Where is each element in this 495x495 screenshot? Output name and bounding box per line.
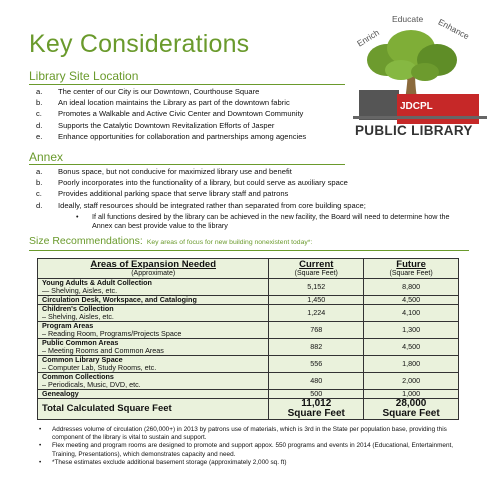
list-item: a. Bonus space, but not conducive for maximized library use and benefit	[36, 167, 292, 176]
annex-note	[76, 212, 462, 231]
size-subheading: Key areas of focus for new building nonexistent today*:	[146, 239, 313, 246]
header-future: Future (Square Feet)	[364, 259, 459, 279]
annex-heading: Annex	[29, 150, 64, 164]
annex-list	[36, 166, 366, 211]
footnote-item: • *These estimates exclude additional basement storage (approximately 2,000 sq. ft)	[52, 459, 477, 467]
list-item: a. The center of our City is our Downtown, Courthouse Square	[36, 87, 260, 96]
size-rule	[29, 250, 469, 251]
size-heading	[29, 235, 312, 247]
total-future: 28,000 Square Feet	[364, 399, 459, 420]
list-item: c. Provides additional parking space that serve library staff and patrons	[36, 189, 289, 199]
list-item: e. Enhance opportunities for collaboration and partnerships among agencies	[36, 131, 307, 141]
table-row: Common Library Space – Computer Lab, Study Rooms, etc. 556 1,800	[38, 356, 459, 373]
logo-word-enhance: Enhance	[436, 16, 471, 42]
table-row: Young Adults & Adult Collection — Shelving, Aisles, etc. 5,152 8,800	[38, 279, 459, 296]
footnotes	[52, 426, 477, 467]
table-row: Circulation Desk, Workspace, and Cataloging 1,450 4,500	[38, 296, 459, 305]
logo-word-educate: Educate	[392, 14, 424, 24]
footnote-item: • Flex meeting and program rooms are designed to promote and support appox. 550 programs and events in 2014 (Educational, Entertainment, Training, Presentations), which demonstrates capacity and need.	[52, 442, 477, 458]
list-item: c. Promotes a Walkable and Active Civic Center and Downtown Community	[36, 109, 304, 119]
table-row: Public Common Areas – Meeting Rooms and Common Areas 882 4,500	[38, 339, 459, 356]
total-current: 11,012 Square Feet	[269, 399, 364, 420]
list-item: b. An ideal location maintains the Library as part of the downtown fabric	[36, 98, 290, 108]
list-item: b. Poorly incorporates into the functionality of a library, but could serve as auxiliary space	[36, 178, 348, 188]
table-total-row	[38, 399, 459, 420]
library-site-rule	[29, 84, 345, 85]
header-areas: Areas of Expansion Needed (Approximate)	[38, 259, 269, 279]
table-row: Genealogy 500 1,000	[38, 390, 459, 399]
library-site-list	[36, 86, 306, 142]
logo-public-library: PUBLIC LIBRARY	[355, 123, 473, 138]
annex-note-text: If all functions desired by the library can be achieved in the new facility, the Board will need to determine how the Annex can best provide value to the library	[92, 212, 450, 231]
logo-word-enrich: Enrich	[355, 27, 381, 49]
table-row: Children's Collection – Shelving, Aisles, etc. 1,224 4,100	[38, 305, 459, 322]
annex-rule	[29, 164, 345, 165]
table-header-row	[38, 259, 459, 279]
expansion-table	[37, 258, 459, 420]
list-item: d. Ideally, staff resources should be integrated rather than separated from core building space;	[36, 200, 366, 210]
library-site-heading: Library Site Location	[29, 69, 139, 83]
header-current: Current (Square Feet)	[269, 259, 364, 279]
book-grey-icon	[359, 90, 399, 120]
size-heading-title: Size Recommendations:	[29, 235, 143, 247]
list-item: d. Supports the Catalytic Downtown Revitalization Efforts of Jasper	[36, 120, 275, 130]
logo-abbrev: JDCPL	[400, 101, 433, 112]
page-title: Key Considerations	[29, 30, 250, 58]
bullet-icon: •	[76, 212, 79, 221]
total-label: Total Calculated Square Feet	[38, 399, 269, 420]
footnote-item: • Addresses volume of circulation (260,000+) in 2013 by patrons use of materials, which is 3rd in the State per population base, providing this component of the library is vital to sustain and support.	[52, 426, 477, 442]
table-row: Program Areas – Reading Room, Programs/Projects Space 768 1,300	[38, 322, 459, 339]
table-row: Common Collections – Periodicals, Music, DVD, etc. 480 2,000	[38, 373, 459, 390]
